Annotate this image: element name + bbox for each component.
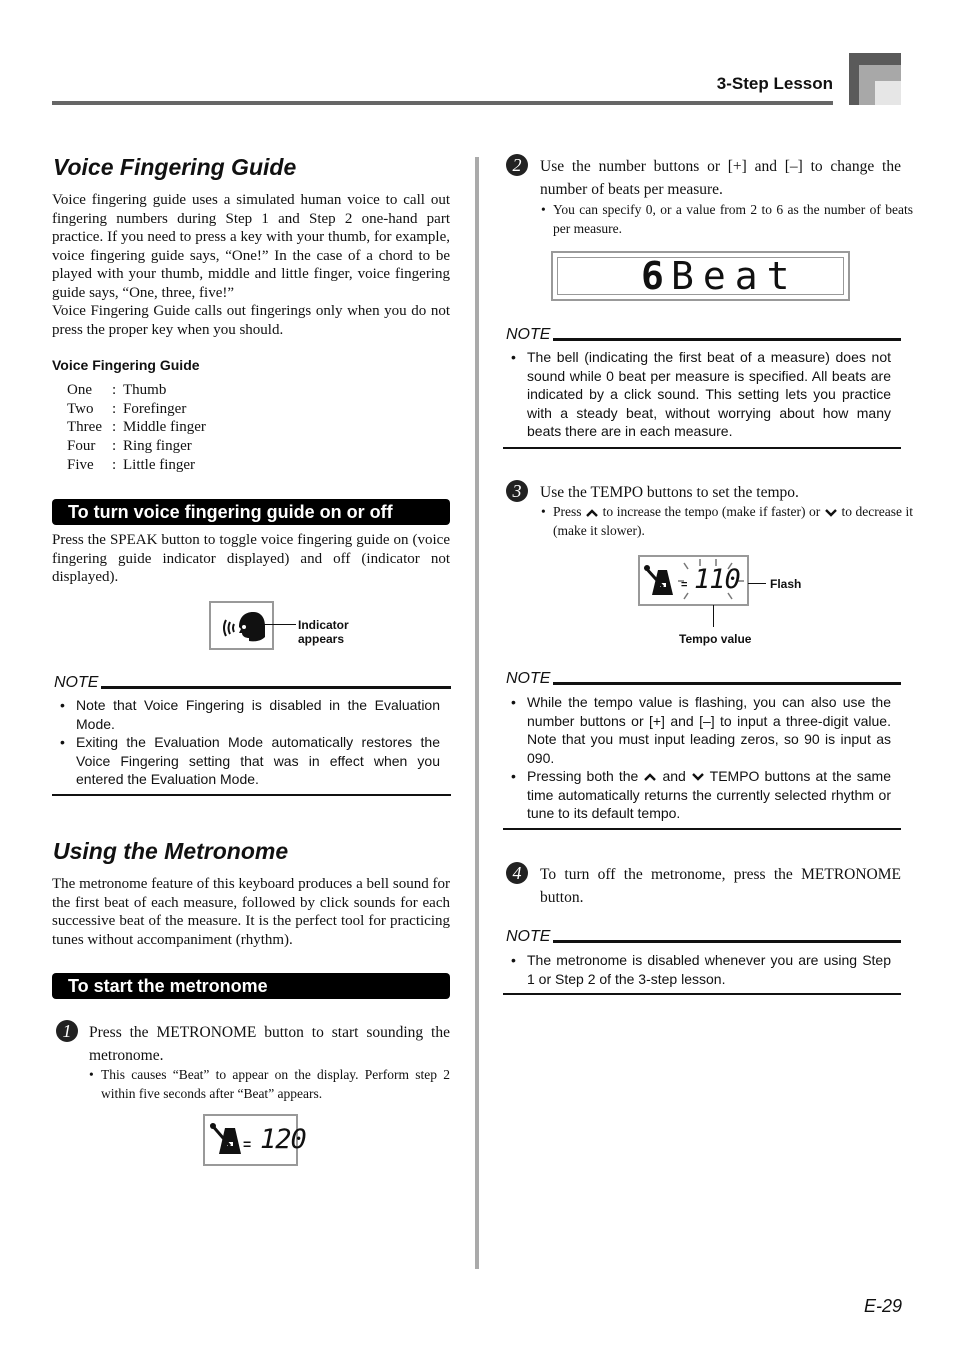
finger-name: Little finger <box>123 456 196 473</box>
finger-number: One <box>67 382 92 398</box>
voice-intro-paragraph: Voice fingering guide uses a simulated human voice to call out fingering numbers during Step 1 and Step 2 one-hand part practice. If you need to press a key with your thumb, for example, voice fingering guide says, “One!” In the case of a chord to be played with your thumb, middle and little finger, voice fingering guide says, “One, three, five!” <box>52 192 450 301</box>
note-heading: NOTE <box>54 675 451 691</box>
corner-tab-graphic <box>849 53 901 105</box>
indicator-display <box>209 601 274 650</box>
finger-name: Forefinger <box>123 400 187 417</box>
metronome-title: Using the Metronome <box>53 838 289 864</box>
finger-row <box>67 418 206 437</box>
list-item: • Pressing both the and TEMPO buttons at the same time automatically returns the currently selected rhythm or tune to its default tempo. <box>503 767 891 823</box>
finger-number: Five <box>67 456 94 473</box>
step-1-badge: 1 <box>56 1020 78 1042</box>
column-divider <box>475 157 479 1269</box>
voice-fingering-title: Voice Fingering Guide <box>53 154 297 180</box>
note1-list <box>52 696 440 789</box>
separator: : <box>112 456 117 473</box>
note-end-rule <box>503 447 901 449</box>
note-end-rule <box>503 828 901 830</box>
indicator-label: Indicator appears <box>298 618 349 646</box>
chevron-up-icon <box>643 772 657 782</box>
finger-table-title: Voice Fingering Guide <box>52 357 200 373</box>
step-2-text: Use the number buttons or [+] and [–] to change the number of beats per measure. <box>540 158 901 198</box>
step-2-badge: 2 <box>506 154 528 176</box>
tempo-readout: 120 <box>260 1124 306 1155</box>
finger-row <box>67 437 206 456</box>
note-end-rule <box>503 993 901 995</box>
list-item: • While the tempo value is flashing, you can also use the number buttons or [+] and [–] to input a three-digit value. Note that you must input leading zeros, so 90 is input as 090. <box>503 693 891 767</box>
tempo-leader-line <box>713 605 714 627</box>
page-number: E-29 <box>863 1296 902 1316</box>
step-3-bullet: • Press to increase the tempo (make if faster) or to decrease it (make it slower). <box>541 504 914 538</box>
separator: : <box>112 438 117 455</box>
tempo-display-110: = 110 <box>638 555 749 606</box>
start-metronome-subheading: To start the metronome <box>52 973 450 999</box>
step-2-bullet: • You can specify 0, or a value from 2 to 6 as the number of beats per measure. <box>541 202 913 236</box>
step-4-text: To turn off the metronome, press the METRONOME button. <box>540 866 901 906</box>
chevron-down-icon <box>824 508 838 518</box>
separator: : <box>112 419 117 436</box>
finger-row <box>67 381 206 400</box>
metronome-intro: The metronome feature of this keyboard produces a bell sound for the first beat of each measure, followed by click sounds for each successive beat of the measure. It is the perfect tool for practicing tunes without accompaniment (rhythm). <box>52 876 450 948</box>
step-3-text: Use the TEMPO buttons to set the tempo. <box>540 484 799 501</box>
flash-leader-line <box>748 583 766 584</box>
step-3-badge: 3 <box>506 480 528 502</box>
note-heading: NOTE <box>506 929 901 945</box>
note-heading: NOTE <box>506 671 901 687</box>
note-end-rule <box>52 794 451 796</box>
tempo-value-label: Tempo value <box>679 632 752 646</box>
finger-name: Thumb <box>123 382 167 398</box>
note4-list <box>503 951 891 988</box>
list-item: • The metronome is disabled whenever you are using Step 1 or Step 2 of the 3-step lesson. <box>503 951 891 988</box>
list-item: • Exiting the Evaluation Mode automatically restores the Voice Fingering setting that was in effect when you entered the Evaluation Mode. <box>52 733 440 789</box>
metronome-display-120: = 120 <box>203 1114 298 1166</box>
step-1-text: Press the METRONOME button to start sounding the metronome. <box>89 1024 450 1064</box>
beat-text: Beat <box>671 254 799 298</box>
toggle-text: Press the SPEAK button to toggle voice fingering guide on (voice fingering guide indicator displayed) and off (indicator not displayed). <box>52 532 450 585</box>
finger-row <box>67 456 206 475</box>
indicator-leader-line <box>264 624 296 625</box>
tempo-readout: 110 <box>694 564 740 595</box>
separator: : <box>112 382 117 398</box>
finger-name: Middle finger <box>123 419 206 436</box>
header-title: 3-Step Lesson <box>716 74 833 93</box>
finger-table <box>67 381 206 475</box>
voice-indicator-icon <box>211 603 272 648</box>
note-heading: NOTE <box>506 327 901 343</box>
chevron-up-icon <box>585 508 599 518</box>
header-rule <box>52 101 833 105</box>
finger-number: Four <box>67 438 96 455</box>
separator: : <box>112 400 117 417</box>
toggle-subheading: To turn voice fingering guide on or off <box>52 499 450 525</box>
list-item: • The bell (indicating the first beat of a measure) does not sound while 0 beat per measure is specified. All beats are indicated by a click sound. This setting lets you practice with a steady beat, without worrying about how many beats there are in each measure. <box>503 348 891 441</box>
finger-number: Two <box>67 400 94 417</box>
finger-name: Ring finger <box>123 438 192 455</box>
finger-row <box>67 400 206 419</box>
voice-note-paragraph: Voice Fingering Guide calls out fingerings only when you do not press the proper key when you should. <box>52 303 450 338</box>
step-4-badge: 4 <box>506 862 528 884</box>
note3-list <box>503 693 891 823</box>
beat-display <box>551 251 850 301</box>
step-1-bullet: • This causes “Beat” to appear on the display. Perform step 2 within five seconds after “Beat” appears. <box>89 1067 450 1101</box>
flash-label: Flash <box>770 577 802 591</box>
chevron-down-icon <box>691 772 705 782</box>
finger-number: Three <box>67 419 102 436</box>
note2-list <box>503 348 891 441</box>
list-item: • Note that Voice Fingering is disabled in the Evaluation Mode. <box>52 696 440 733</box>
beat-digit: 6 <box>641 254 664 298</box>
